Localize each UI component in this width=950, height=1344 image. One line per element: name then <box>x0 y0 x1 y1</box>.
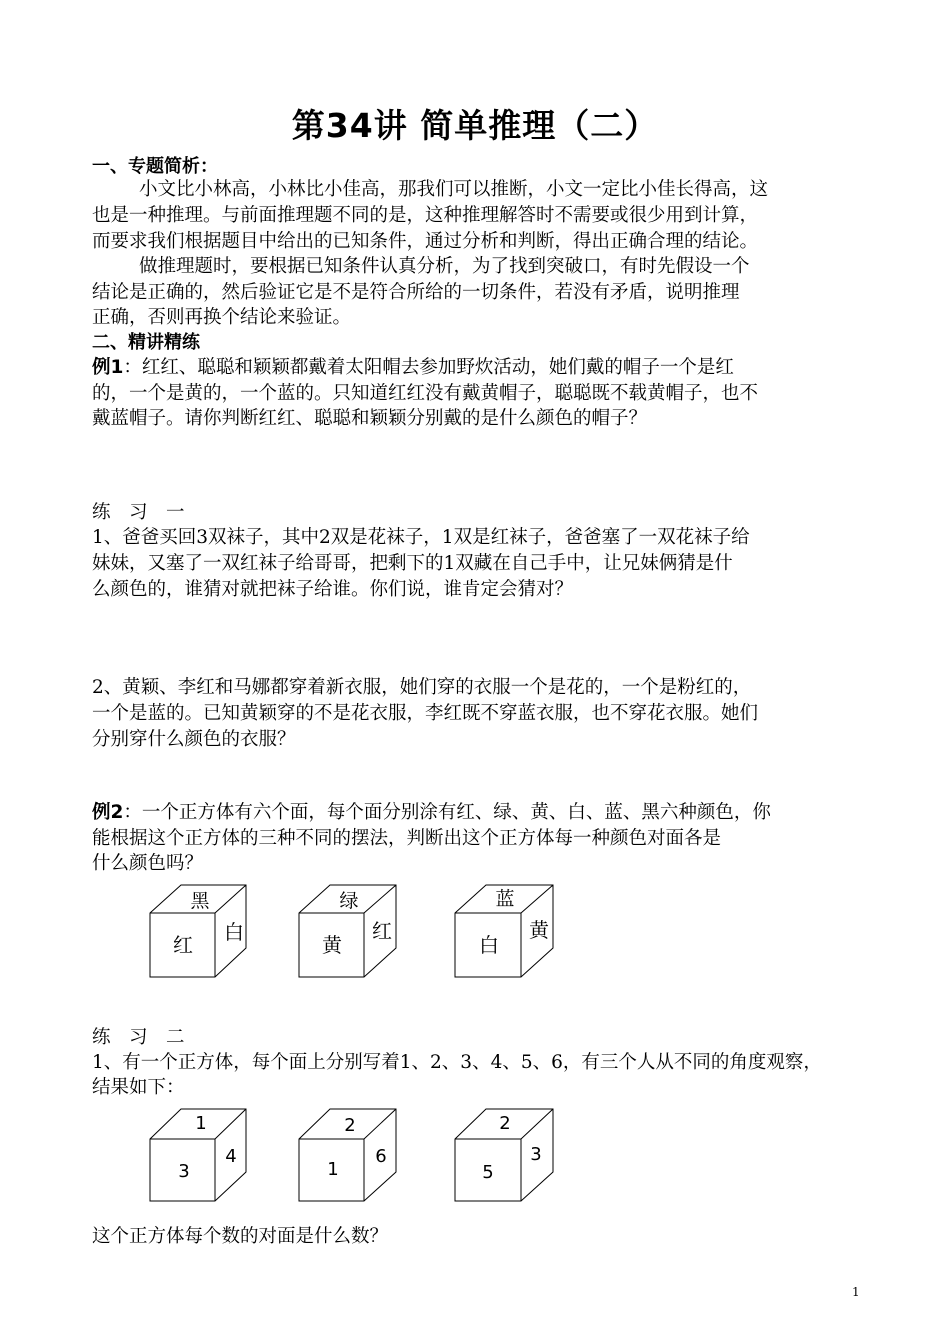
cube-top-label: 蓝 <box>495 888 515 910</box>
cube-front-label: 黄 <box>322 933 342 957</box>
practice2-q1-end: 这个正方体每个数的对面是什么数？ <box>92 1226 389 1247</box>
page-number: 1 <box>852 1285 860 1299</box>
paragraph-line: 而要求我们根据题目中给出的已知条件，通过分析和判断，得出正确合理的结论。 <box>92 231 759 252</box>
practice1-heading: 练 习 一 <box>92 502 185 523</box>
cube-front-label: 白 <box>479 933 499 957</box>
practice1-q2-line: 一个是蓝的。已知黄颖穿的不是花衣服，李红既不穿蓝衣服，也不穿花衣服。她们 <box>92 703 759 724</box>
cube-side-label: 白 <box>224 920 244 944</box>
practice2-heading: 练 习 二 <box>92 1027 185 1048</box>
practice2-q1-line: 1、有一个正方体，每个面上分别写着1、2、3、4、5、6，有三个人从不同的角度观察， <box>92 1052 822 1073</box>
example2-label: 例2 <box>92 802 124 823</box>
paragraph-line: 小文比小林高，小林比小佳高，那我们可以推断，小文一定比小佳长得高，这 <box>139 179 769 200</box>
cube-side-label: 3 <box>530 1144 542 1165</box>
cube-side-label: 6 <box>375 1146 387 1167</box>
practice1-q1-line: 1、爸爸买回3双袜子，其中2双是花袜子，1双是红袜子，爸爸塞了一双花袜子给 <box>92 527 750 548</box>
color-cube-3 <box>455 885 553 977</box>
cube-top-label: 1 <box>195 1113 207 1134</box>
cube-top-label: 2 <box>499 1113 511 1134</box>
cube-top-label: 2 <box>344 1115 356 1136</box>
example1-label: 例1 <box>92 357 124 378</box>
color-cube-2 <box>299 885 396 977</box>
number-cube-2 <box>299 1109 396 1201</box>
example2-text: ：一个正方体有六个面，每个面分别涂有红、绿、黄、白、蓝、黑六种颜色，你 <box>123 802 771 823</box>
example1-line: 的，一个是黄的，一个蓝的。只知道红红没有戴黄帽子，聪聪既不载黄帽子，也不 <box>92 383 759 404</box>
paragraph-line: 结论是正确的，然后验证它是不是符合所给的一切条件，若没有矛盾，说明推理 <box>92 282 740 303</box>
practice1-q2-line: 分别穿什么颜色的衣服？ <box>92 729 296 750</box>
cube-front-label: 3 <box>178 1161 190 1182</box>
cube-side-label: 黄 <box>529 918 549 942</box>
color-cube-1 <box>150 885 246 977</box>
page-title: 第34讲 简单推理（二） <box>291 106 659 145</box>
example2-line: 能根据这个正方体的三种不同的摆法，判断出这个正方体每一种颜色对面各是 <box>92 828 722 849</box>
cube-side-label: 4 <box>225 1146 237 1167</box>
paragraph-line: 做推理题时，要根据已知条件认真分析，为了找到突破口，有时先假设一个 <box>139 256 750 277</box>
example1-line: 戴蓝帽子。请你判断红红、聪聪和颖颖分别戴的是什么颜色的帽子？ <box>92 408 648 429</box>
cube-front-label: 红 <box>173 933 193 957</box>
practice2-q1-line: 结果如下： <box>92 1077 185 1098</box>
number-cube-3 <box>455 1109 553 1201</box>
practice1-q2-line: 2、黄颖、李红和马娜都穿着新衣服，她们穿的衣服一个是花的，一个是粉红的， <box>92 677 752 698</box>
cube-front-label: 1 <box>327 1159 339 1180</box>
practice1-q1-line: 妹妹，又塞了一双红袜子给哥哥，把剩下的1双藏在自己手中，让兄妹俩猜是什 <box>92 553 733 574</box>
section-heading-analysis: 一、专题简析： <box>92 156 218 177</box>
example2-line: 什么颜色吗？ <box>92 853 204 874</box>
practice1-q1-line: 么颜色的，谁猜对就把袜子给谁。你们说，谁肯定会猜对？ <box>92 579 574 600</box>
section-heading-practice: 二、精讲精练 <box>92 332 200 353</box>
cube-top-label: 绿 <box>339 890 359 912</box>
cube-front-label: 5 <box>482 1162 494 1183</box>
example1-text: ：红红、聪聪和颖颖都戴着太阳帽去参加野炊活动，她们戴的帽子一个是红 <box>123 357 734 378</box>
paragraph-line: 也是一种推理。与前面推理题不同的是，这种推理解答时不需要或很少用到计算， <box>92 205 759 226</box>
paragraph-line: 正确，否则再换个结论来验证。 <box>92 307 352 328</box>
cube-top-label: 黑 <box>190 890 210 912</box>
cube-side-label: 红 <box>372 919 392 943</box>
number-cube-1 <box>150 1109 246 1201</box>
